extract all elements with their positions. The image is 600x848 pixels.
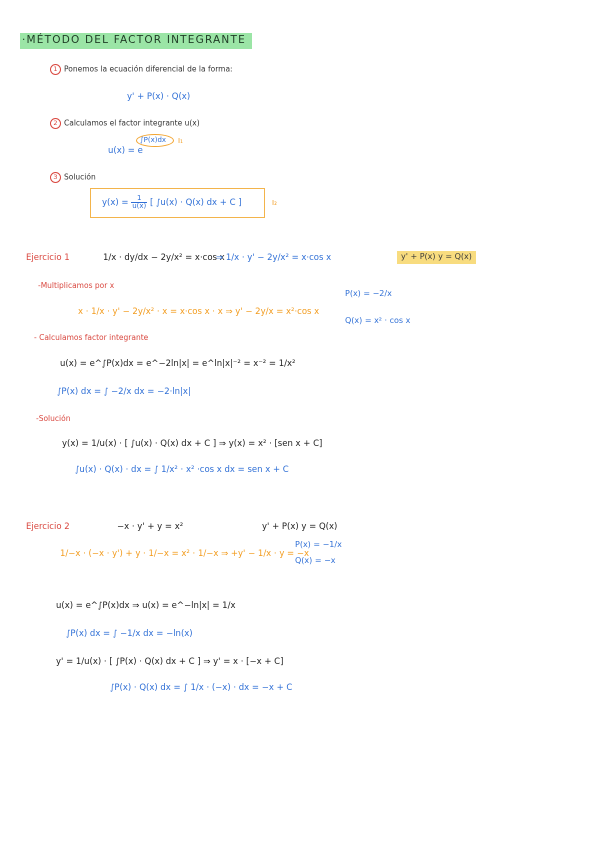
q-definition-ex1: Q(x) = x² · cos x [345,316,411,325]
integral-mark-2: I₂ [272,199,277,207]
multiply-equation [78,308,319,317]
exercise-2-equation: −x · y' + y = x² [117,522,184,532]
factor-equation-ex2: u(x) = e^∫P(x)dx ⇒ u(x) = e^−ln|x| = 1/x [56,601,236,611]
solution-equation-ex1-text: y(x) = 1/u(x) · [ ∫u(x) · Q(x) dx + C ] ⇒ y(x) = x² · [sen x + C] [62,439,323,449]
step-3-text: Solución [64,172,96,182]
exercise-1-equation: 1/x · dy/dx − 2y/x² = x·cos x [103,253,225,263]
step-2-text: Calculamos el factor integrante u(x) [64,118,200,128]
solution-lhs: y(x) = [102,198,132,208]
solution-equation-ex2: y' = 1/u(x) · [ ∫P(x) · Q(x) dx + C ] ⇒ y' = x · [−x + C] [56,657,284,667]
factor-exponent: ∫P(x)dx [140,136,167,144]
integral-mark-1: I₁ [178,137,183,145]
solution-step-title: -Solución [36,414,71,423]
factor-step-title: - Calculamos factor integrante [34,333,149,342]
step-number-2: 2 [50,118,61,129]
solution-integral-ex1: ∫u(x) · Q(x) · dx = ∫ 1/x² · x² ·cos x dx = sen x + C [75,465,289,475]
general-form-highlight: y' + P(x) y = Q(x) [397,251,476,264]
page-title: ·MÉTODO DEL FACTOR INTEGRANTE [20,33,252,49]
exercise-1-label: Ejercicio 1 [26,253,70,263]
step-number-1: 1 [50,64,61,75]
q-definition-ex2: Q(x) = −x [295,556,336,565]
factor-equation-ex1: u(x) = e^∫P(x)dx = e^−2ln|x| = e^ln|x|⁻² = x⁻² = 1/x² [60,359,296,369]
step-number-3: 3 [50,172,61,183]
fraction-numerator: 1 [131,195,147,203]
multiply-step-title: -Multiplicamos por x [38,281,115,290]
integral-p-ex2: ∫P(x) dx = ∫ −1/x dx = −ln(x) [66,629,193,639]
solution-integral-ex2: ∫P(x) · Q(x) dx = ∫ 1/x · (−x) · dx = −x + C [110,683,293,693]
step-2 [50,118,200,129]
solution-equation-ex1 [62,440,322,449]
exercise-2-label: Ejercicio 2 [26,522,70,532]
exercise-1-equation-rewrite: ⇒ 1/x · y' − 2y/x² = x·cos x [216,253,332,263]
solution-fraction [131,195,147,210]
solution-formula [102,195,242,210]
exercise-2-step-equation: 1/−x · (−x · y') + y · 1/−x = x² · 1/−x ⇒ +y' − 1/x · y = −x [60,549,310,559]
step-3 [50,172,96,183]
multiply-equation-text: x · 1/x · y' − 2y/x² · x = x·cos x · x ⇒ y' − 2y/x = x²·cos x [78,307,320,317]
p-definition-ex1: P(x) = −2/x [345,289,392,298]
factor-formula: u(x) = e [108,146,143,156]
step-1 [50,64,233,75]
integral-p-ex1: ∫P(x) dx = ∫ −2/x dx = −2·ln|x| [57,387,191,397]
exercise-2-general-form: y' + P(x) y = Q(x) [262,522,338,532]
step-1-text: Ponemos la ecuación diferencial de la forma: [64,64,233,74]
solution-bracket: [ ∫u(x) · Q(x) dx + C ] [149,198,242,208]
standard-form-formula: y' + P(x) · Q(x) [127,92,191,102]
fraction-denominator: u(x) [132,202,147,210]
p-definition-ex2: P(x) = −1/x [295,540,342,549]
